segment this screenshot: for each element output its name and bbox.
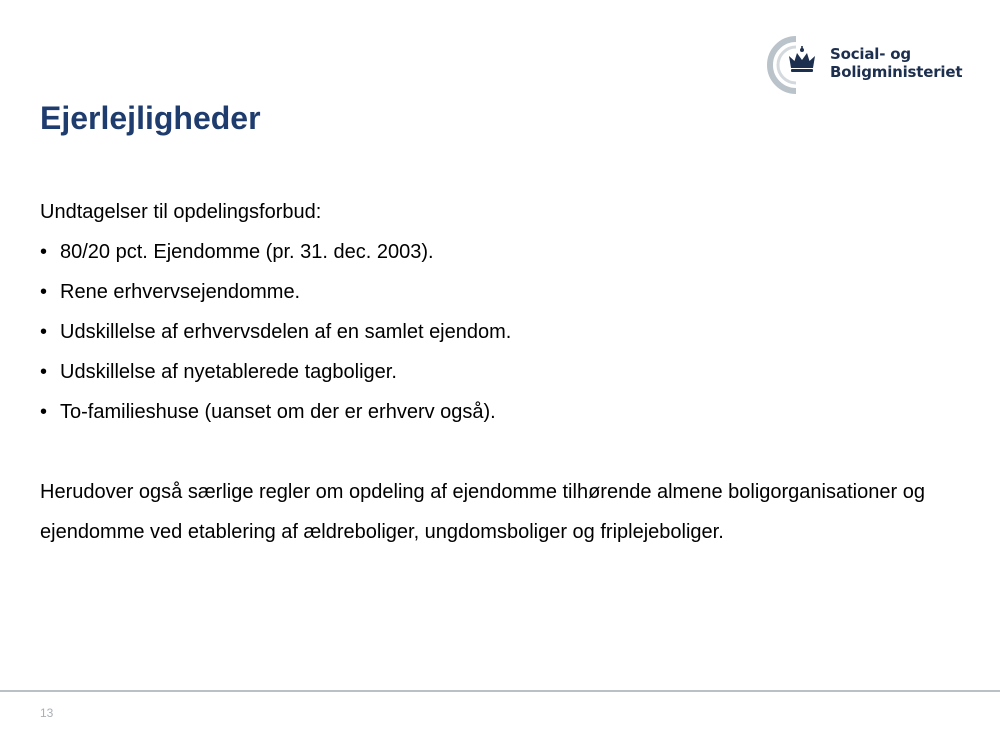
bullet-item [40,272,940,312]
slide-body [40,192,940,552]
bullet-icon: • [40,321,48,343]
slide-title: Ejerlejligheder [40,100,261,136]
bullet-text: Rene erhvervsejendomme. [60,281,301,303]
closing-paragraph: Herudover også særlige regler om opdeling af ejendomme tilhørende almene boligorganisationer og ejendomme ved etablering af ældreboliger, ungdomsboliger og friplejeboliger. [40,481,925,543]
bullet-item [40,392,940,432]
bullet-text: Udskillelse af nyetablerede tagboliger. [60,361,397,383]
logo-text [830,45,962,81]
bullet-icon: • [40,241,48,263]
bullet-item [40,352,940,392]
logo-line-1: Social- og [830,45,911,63]
bullet-list [40,232,940,432]
bullet-item [40,232,940,272]
crown-emblem-icon [766,36,826,94]
page-number: 13 [40,706,54,720]
intro-text: Undtagelser til opdelingsforbud: [40,201,322,223]
bullet-icon: • [40,281,48,303]
bullet-icon: • [40,401,48,423]
logo-line-2: Boligministeriet [830,63,963,81]
ministry-logo [766,36,966,94]
bullet-icon: • [40,361,48,383]
bullet-text: To-familieshuse (uanset om der er erhverv også). [60,401,496,423]
bullet-text: Udskillelse af erhvervsdelen af en samlet ejendom. [60,321,512,343]
footer-divider [0,690,1000,692]
bullet-text: 80/20 pct. Ejendomme (pr. 31. dec. 2003). [60,241,434,263]
bullet-item [40,312,940,352]
